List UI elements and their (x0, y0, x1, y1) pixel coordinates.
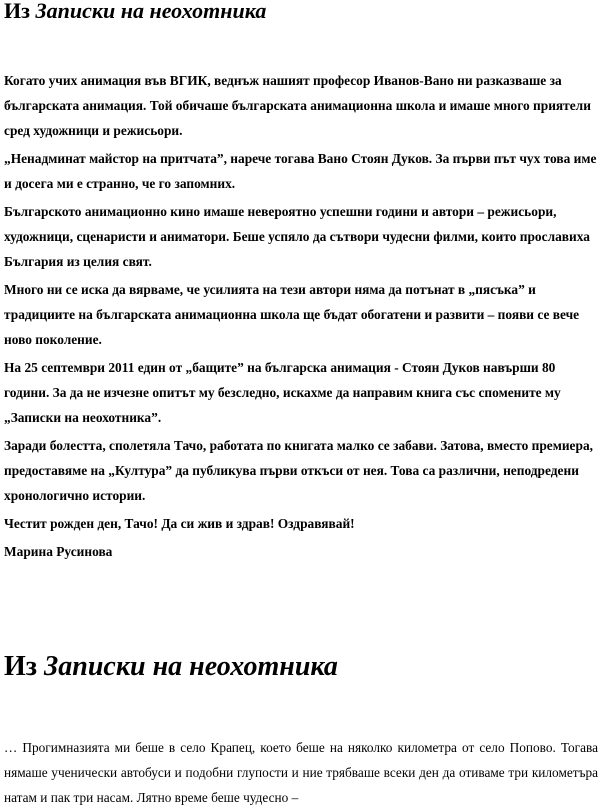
story-paragraph: … Прогимназията ми беше в село Крапец, което беше на няколко километра от село Попово. Тогава нямаше ученически автобуси и подобни глупости и ние трябваше всеки ден да отиваме три километъра натам и пак три насам. Лятно време беше чудесно – (4, 740, 598, 805)
story-text (4, 735, 598, 810)
title-prefix: Из (4, 0, 30, 23)
introduction (4, 68, 598, 567)
section-title-italic: Записки на неохотника (44, 651, 338, 682)
intro-paragraph: Много ни се иска да вярваме, че усилията на тези автори няма да потънат в „пясъка” и традициите на българската анимационна школа ще бъдат обогатени и развити – появи се вече ново поколение. (4, 282, 580, 347)
intro-paragraph: Честит рожден ден, Тачо! Да си жив и здрав! Оздравявай! (4, 516, 355, 531)
title-italic: Записки на неохотника (35, 0, 267, 23)
intro-paragraph: Заради болестта, сполетяла Тачо, работата по книгата малко се забави. Затова, вместо премиера, предоставяме на „Култура” да публикува първи откъси от нея. Това са различни, неподредени хронологично истории. (4, 438, 593, 503)
section-title (4, 650, 338, 684)
intro-paragraph: Когато учих анимация във ВГИК, веднъж нашият професор Иванов-Вано ни разказваше за българската анимация. Той обичаше българската анимационна школа и имаше много приятели сред художници и режисьори. (4, 73, 591, 138)
section-title-prefix: Из (4, 651, 38, 682)
intro-paragraph: На 25 септември 2011 един от „бащите” на българска анимация - Стоян Дуков навърши 80 години. За да не изчезне опитът му безследно, искахме да направим книга със спомените му „Записки на неохотника”. (4, 360, 561, 425)
author-signature: Марина Русинова (4, 544, 113, 559)
document-title (4, 0, 266, 24)
intro-paragraph: „Ненадминат майстор на притчата”, нарече тогава Вано Стоян Дуков. За първи път чух това име и досега ми е странно, че го запомних. (4, 151, 597, 191)
intro-paragraph: Българското анимационно кино имаше невероятно успешни години и автори – режисьори, художници, сценаристи и аниматори. Беше успяло да сътвори чудесни филми, които прославиха България из целия свят. (4, 204, 590, 269)
